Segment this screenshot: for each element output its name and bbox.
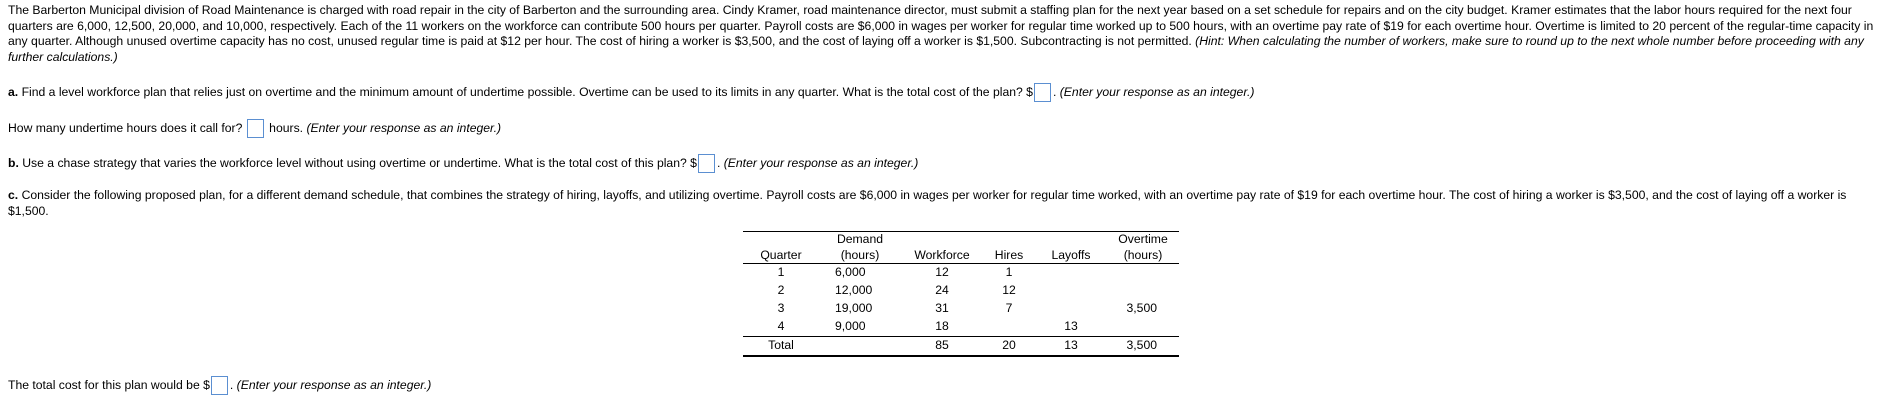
total-layoffs: 13 xyxy=(1035,337,1107,357)
part-c-description xyxy=(8,188,1890,219)
cell-quarter: 4 xyxy=(743,318,819,337)
problem-intro xyxy=(8,3,1890,65)
total-label: Total xyxy=(743,337,819,357)
total-workforce: 85 xyxy=(901,337,983,357)
undertime-hint: (Enter your response as an integer.) xyxy=(306,121,502,135)
part-a-label: a. xyxy=(8,85,19,99)
cell-overtime: 3,500 xyxy=(1126,301,1157,316)
cell-demand: 12,000 xyxy=(835,283,873,298)
header-demand-line1: Demand xyxy=(836,232,884,246)
header-overtime-line1: Overtime xyxy=(1118,232,1168,246)
part-c-total-question: The total cost for this plan would be $ . (Enter your response as an integer.) xyxy=(8,376,1890,395)
undertime-question-text: How many undertime hours does it call for? xyxy=(8,121,243,135)
cell-hires: 1 xyxy=(1005,265,1013,280)
header-overtime xyxy=(1107,232,1179,264)
cell-workforce: 18 xyxy=(901,318,983,337)
part-b-total-cost-input[interactable] xyxy=(698,154,715,173)
part-a-undertime-question xyxy=(8,119,1890,138)
part-b-hint: (Enter your response as an integer.) xyxy=(723,156,919,170)
proposed-plan-table xyxy=(743,231,1179,357)
table-header-row xyxy=(743,232,1179,264)
cell-overtime xyxy=(1107,282,1179,300)
part-c-hint: (Enter your response as an integer.) xyxy=(236,378,432,392)
cell-workforce: 12 xyxy=(935,265,949,280)
cell-demand: 19,000 xyxy=(835,301,873,316)
cell-overtime xyxy=(1107,264,1179,283)
cell-hires: 7 xyxy=(1005,301,1013,316)
total-overtime: 3,500 xyxy=(1107,337,1179,357)
part-b-text: Use a chase strategy that varies the workforce level without using overtime or undertime. What is the total cost of this plan? $ xyxy=(22,156,697,170)
cell-demand: 6,000 xyxy=(835,265,866,280)
total-hires: 20 xyxy=(983,337,1035,357)
cell-layoffs xyxy=(1035,300,1107,318)
table-row xyxy=(743,318,1179,337)
part-a-question: a. Find a level workforce plan that relies just on overtime and the minimum amount of undertime possible. Overtime can be used to its limits in any quarter. What is the total cost of the plan? $ . (Enter your response as an integer.) xyxy=(8,83,1890,102)
cell-overtime xyxy=(1107,318,1179,337)
part-a-total-cost-input[interactable] xyxy=(1034,83,1051,102)
header-layoffs: Layoffs xyxy=(1035,232,1107,264)
table-row xyxy=(743,300,1179,318)
header-hires: Hires xyxy=(983,232,1035,264)
cell-workforce: 31 xyxy=(935,301,949,316)
cell-layoffs xyxy=(1035,264,1107,283)
total-demand xyxy=(819,337,901,357)
cell-hires xyxy=(983,318,1035,337)
intro-text: The Barberton Municipal division of Road Maintenance is charged with road repair in the city of Barberton and the surrounding area. Cindy Kramer, road maintenance director, must submit a staffing plan for the next year based on a set schedule for repairs and on the city budget. Kramer estimates that the labor hours required for the next four quarters are 6,000, 12,500, 20,000, and 10,000, respectively. Each of the 11 workers on the workforce can contribute 500 hours per quarter. Payroll costs are $6,000 in wages per worker for regular time worked up to 500 hours, with an overtime pay rate of $19 for each overtime hour. Overtime is limited to 20 percent of the regular-time capacity in any quarter. Although unused overtime capacity has no cost, unused regular time is paid at $12 per hour. The cost of hiring a worker is $3,500, and the cost of laying off a worker is $1,500. Subcontracting is not permitted. xyxy=(8,3,1874,48)
part-b-question: b. Use a chase strategy that varies the workforce level without using overtime or undertime. What is the total cost of this plan? $ . (Enter your response as an integer.) xyxy=(8,154,1890,173)
cell-workforce: 24 xyxy=(935,283,949,298)
intro-hint: (Hint: When calculating the number of workers, make sure to round up to the next whole number before proceeding with any further calculations.) xyxy=(8,34,1864,64)
cell-hires: 12 xyxy=(1002,283,1016,298)
header-demand-line2: (hours) xyxy=(840,247,880,262)
cell-layoffs: 13 xyxy=(1035,318,1107,337)
part-c-total-text: The total cost for this plan would be $ xyxy=(8,378,210,392)
part-b-label: b. xyxy=(8,156,19,170)
part-c-total-cost-input[interactable] xyxy=(211,376,228,395)
header-quarter: Quarter xyxy=(743,232,819,264)
part-c-text: Consider the following proposed plan, for a different demand schedule, that combines the strategy of hiring, layoffs, and utilizing overtime. Payroll costs are $6,000 in wages per worker for regular time worked, with an overtime pay rate of $19 for each overtime hour. The cost of hiring a worker is $3,500, and the cost of laying off a worker is $1,500. xyxy=(8,188,1847,218)
cell-quarter: 3 xyxy=(777,301,785,316)
part-a-text: Find a level workforce plan that relies just on overtime and the minimum amount of undertime possible. Overtime can be used to its limits in any quarter. What is the total cost of the plan? $ xyxy=(21,85,1033,99)
header-overtime-line2: (hours) xyxy=(1123,247,1163,262)
table-total-row xyxy=(743,337,1179,357)
undertime-unit: hours. xyxy=(269,121,304,135)
cell-layoffs xyxy=(1035,282,1107,300)
table-row xyxy=(743,282,1179,300)
cell-quarter: 2 xyxy=(777,283,785,298)
part-c-label: c. xyxy=(8,188,19,202)
header-workforce: Workforce xyxy=(901,232,983,264)
cell-demand: 9,000 xyxy=(819,318,901,337)
undertime-hours-input[interactable] xyxy=(247,119,264,138)
table-row xyxy=(743,264,1179,283)
cell-quarter: 1 xyxy=(777,265,785,280)
part-a-hint: (Enter your response as an integer.) xyxy=(1059,85,1255,99)
header-demand xyxy=(819,232,901,264)
